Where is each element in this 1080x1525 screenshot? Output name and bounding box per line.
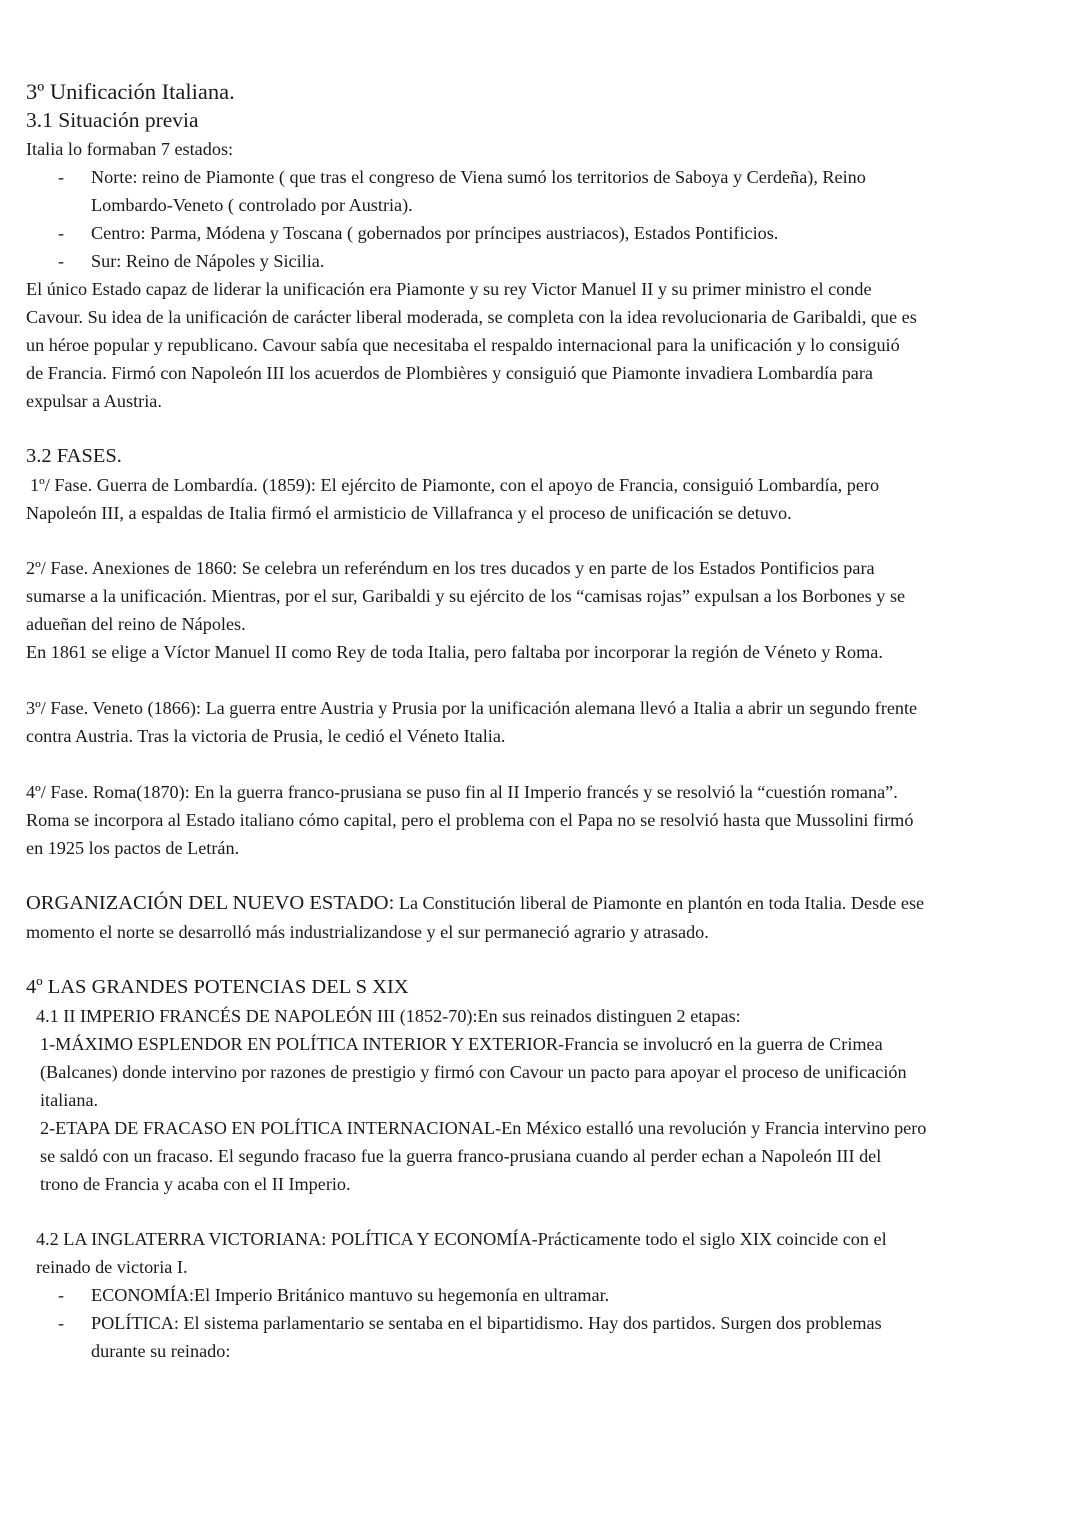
list-item: Centro: Parma, Módena y Toscana ( gobernados por príncipes austriacos), Estados Pontificios. (91, 223, 779, 243)
section-3-title: 3º Unificación Italiana. (26, 79, 235, 104)
text-line: El único Estado capaz de liderar la unificación era Piamonte y su rey Victor Manuel II y su primer ministro el conde (26, 279, 872, 299)
section-4-title: 4º LAS GRANDES POTENCIAS DEL S XIX (26, 976, 409, 998)
organizacion-text: La Constitución liberal de Piamonte en plantón en toda Italia. Desde ese (394, 893, 925, 913)
text-line: adueñan del reino de Nápoles. (26, 614, 246, 634)
text-line: 2º/ Fase. Anexiones de 1860: Se celebra un referéndum en los tres ducados y en parte de los Estados Pontificios para (26, 558, 875, 578)
text-line: expulsar a Austria. (26, 391, 162, 411)
text-line: 3º/ Fase. Veneto (1866): La guerra entre Austria y Prusia por la unificación alemana llevó a Italia a abrir un segundo frente (26, 698, 918, 718)
text-line: se saldó con un fracaso. El segundo fracaso fue la guerra franco-prusiana cuando al perder echan a Napoleón III del (40, 1146, 882, 1166)
organizacion-heading: ORGANIZACIÓN DEL NUEVO ESTADO: (26, 892, 395, 914)
text-line: momento el norte se desarrolló más industrializandose y el sur permaneció agrario y atrasado. (26, 922, 709, 942)
text-line: trono de Francia y acaba con el II Imperio. (40, 1174, 351, 1194)
text-line: 4.1 II IMPERIO FRANCÉS DE NAPOLEÓN III (1852-70):En sus reinados distinguen 2 etapas: (36, 1006, 741, 1026)
text-line: contra Austria. Tras la victoria de Prusia, le cedió el Véneto Italia. (26, 726, 506, 746)
section-3-1-title: 3.1 Situación previa (26, 108, 199, 132)
bullet-dash: - (58, 223, 65, 243)
text-line: En 1861 se elige a Víctor Manuel II como Rey de toda Italia, pero faltaba por incorporar la región de Véneto y Roma. (26, 642, 883, 662)
list-item: POLÍTICA: El sistema parlamentario se sentaba en el bipartidismo. Hay dos partidos. Surgen dos problemas (91, 1313, 882, 1333)
bullet-dash: - (58, 1285, 65, 1305)
text-line: un héroe popular y republicano. Cavour sabía que necesitaba el respaldo internacional para la unificación y lo consiguió (26, 335, 900, 355)
text-line: 4.2 LA INGLATERRA VICTORIANA: POLÍTICA Y ECONOMÍA-Prácticamente todo el siglo XIX coincide con el (36, 1229, 887, 1249)
text-line: de Francia. Firmó con Napoleón III los acuerdos de Plombières y consiguió que Piamonte invadiera Lombardía para (26, 363, 873, 383)
text-line: sumarse a la unificación. Mientras, por el sur, Garibaldi y su ejército de los “camisas rojas” expulsan a los Borbones y se (26, 586, 906, 606)
list-item: Lombardo-Veneto ( controlado por Austria). (91, 195, 413, 215)
organizacion-line (26, 889, 924, 917)
text-line: (Balcanes) donde intervino por razones de prestigio y firmó con Cavour un pacto para apoyar el proceso de unificación (40, 1062, 907, 1082)
text-line: 1-MÁXIMO ESPLENDOR EN POLÍTICA INTERIOR Y EXTERIOR-Francia se involucró en la guerra de Crimea (40, 1034, 883, 1054)
list-item: ECONOMÍA:El Imperio Británico mantuvo su hegemonía en ultramar. (91, 1285, 610, 1305)
text-line: reinado de victoria I. (36, 1257, 188, 1277)
bullet-dash: - (58, 251, 65, 271)
intro-line: Italia lo formaban 7 estados: (26, 139, 234, 159)
bullet-dash: - (58, 1313, 65, 1333)
text-line: en 1925 los pactos de Letrán. (26, 838, 240, 858)
text-line: Cavour. Su idea de la unificación de carácter liberal moderada, se completa con la idea revolucionaria de Garibaldi, que es (26, 307, 917, 327)
text-line: italiana. (40, 1090, 99, 1110)
text-line: 4º/ Fase. Roma(1870): En la guerra franco-prusiana se puso fin al II Imperio francés y se resolvió la “cuestión romana”. (26, 782, 898, 802)
bullet-dash: - (58, 167, 65, 187)
list-item: durante su reinado: (91, 1341, 231, 1361)
text-line: Roma se incorpora al Estado italiano cómo capital, pero el problema con el Papa no se resolvió hasta que Mussolini firmó (26, 810, 914, 830)
text-line: Napoleón III, a espaldas de Italia firmó el armisticio de Villafranca y el proceso de unificación se detuvo. (26, 503, 792, 523)
list-item: Norte: reino de Piamonte ( que tras el congreso de Viena sumó los territorios de Saboya y Cerdeña), Reino (91, 167, 866, 187)
text-line: 1º/ Fase. Guerra de Lombardía. (1859): El ejército de Piamonte, con el apoyo de Francia, consiguió Lombardía, pero (30, 475, 880, 495)
text-line: 2-ETAPA DE FRACASO EN POLÍTICA INTERNACIONAL-En México estalló una revolución y Francia intervino pero (40, 1118, 927, 1138)
list-item: Sur: Reino de Nápoles y Sicilia. (91, 251, 325, 271)
section-3-2-title: 3.2 FASES. (26, 445, 122, 467)
